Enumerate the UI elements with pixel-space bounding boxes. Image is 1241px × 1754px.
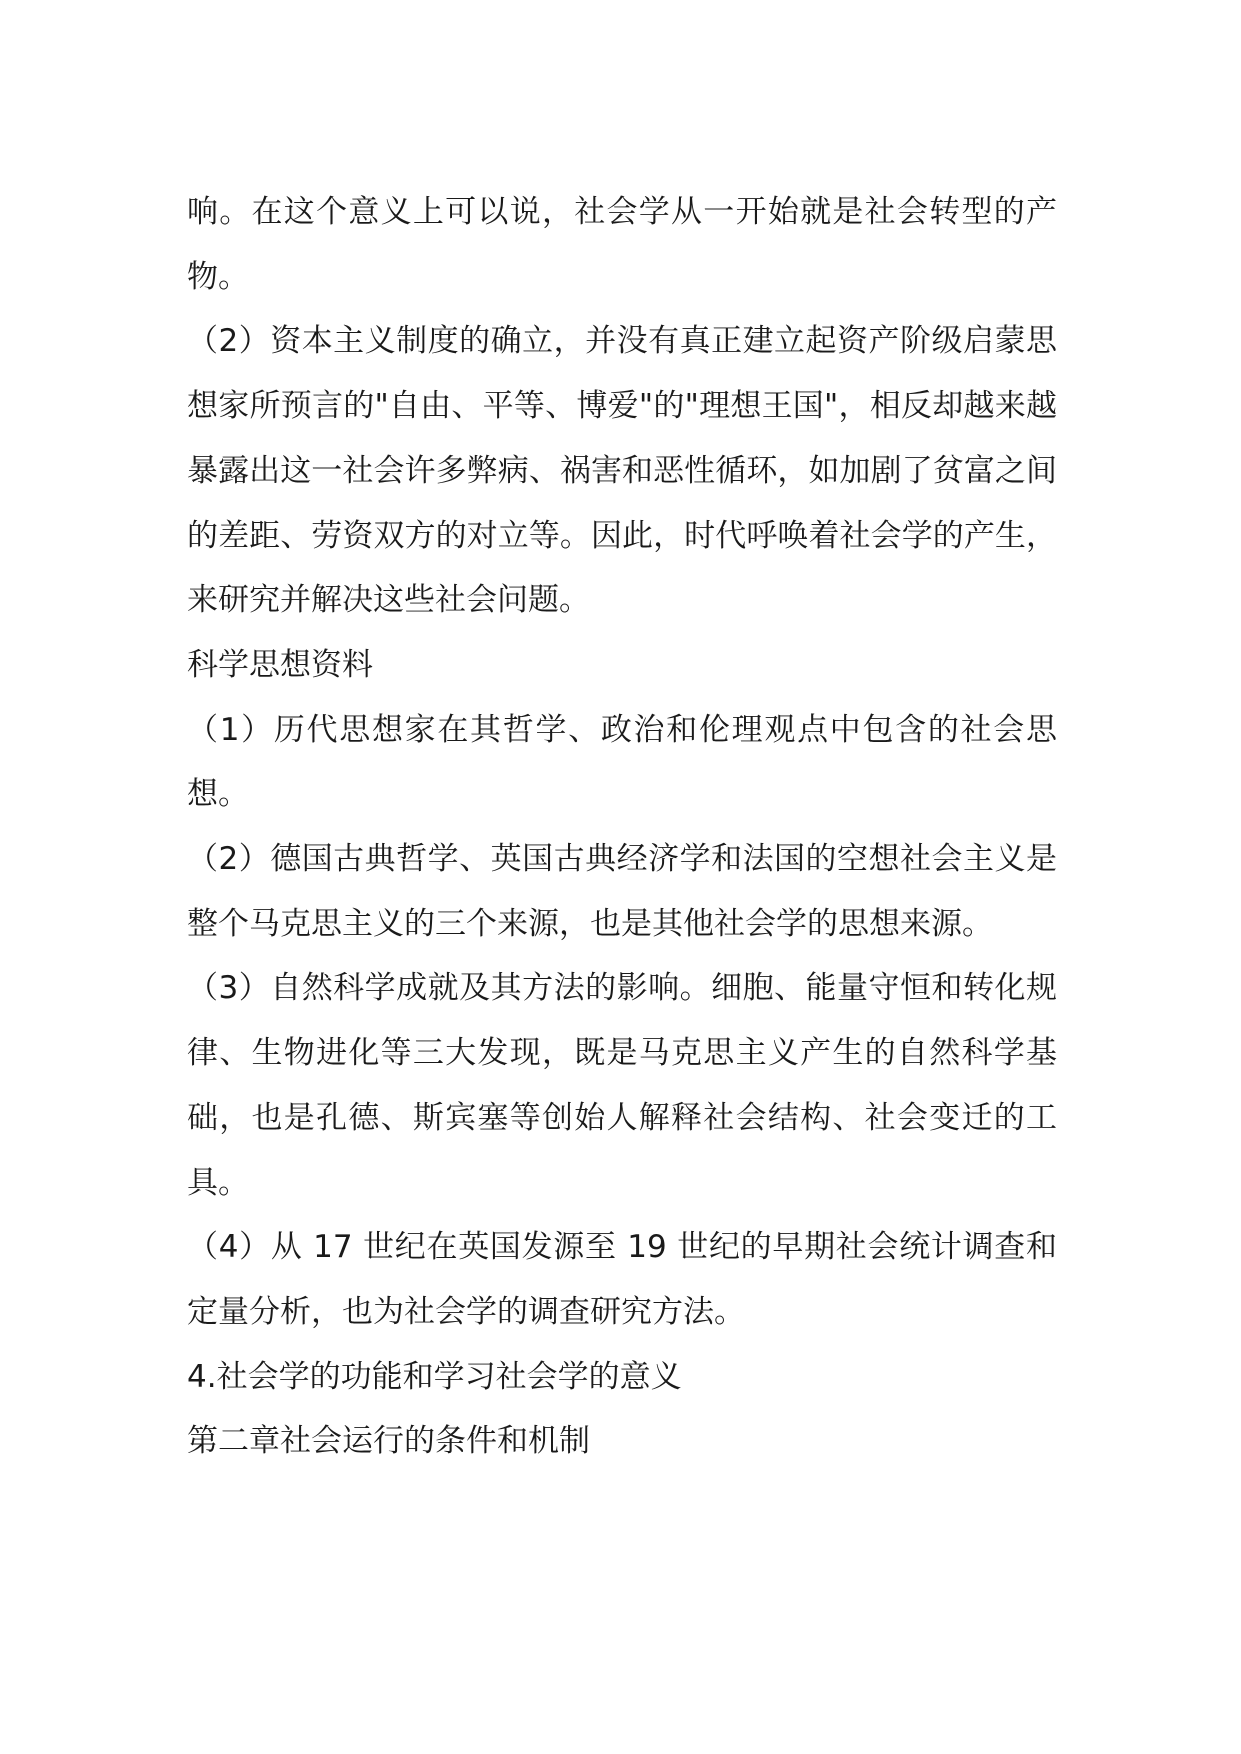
paragraph-item-1-thinkers: （1）历代思想家在其哲学、政治和伦理观点中包含的社会思想。	[187, 711, 1057, 813]
paragraph-item-2-sources: （2）德国古典哲学、英国古典经济学和法国的空想社会主义是整个马克思主义的三个来源，也是其他社会学的思想来源。	[187, 841, 1057, 942]
paragraph-item-3-natural-science: （3）自然科学成就及其方法的影响。细胞、能量守恒和转化规律、生物进化等三大发现，既是马克思主义产生的自然科学基础，也是孔德、斯宾塞等创始人解释社会结构、社会变迁的工具。	[187, 970, 1057, 1201]
section-heading-science-materials: 科学思想资料	[187, 646, 373, 683]
paragraph-item-2-capitalism: （2）资本主义制度的确立，并没有真正建立起资产阶级启蒙思想家所预言的"自由、平等、博爱"的"理想王国"，相反却越来越暴露出这一社会许多弊病、祸害和恶性循环，如加剧了贫富之间的差距、劳资双方的对立等。因此，时代呼唤着社会学的产生，来研究并解决这些社会问题。	[187, 323, 1057, 619]
section-heading-functions: 4.社会学的功能和学习社会学的意义	[187, 1358, 682, 1395]
document-body	[187, 180, 1057, 1474]
paragraph-continuation: 响。在这个意义上可以说，社会学从一开始就是社会转型的产物。	[187, 194, 1057, 295]
paragraph-item-4-statistics: （4）从 17 世纪在英国发源至 19 世纪的早期社会统计调查和定量分析，也为社会学的调查研究方法。	[187, 1229, 1057, 1330]
chapter-heading-chapter-two: 第二章社会运行的条件和机制	[187, 1423, 590, 1460]
